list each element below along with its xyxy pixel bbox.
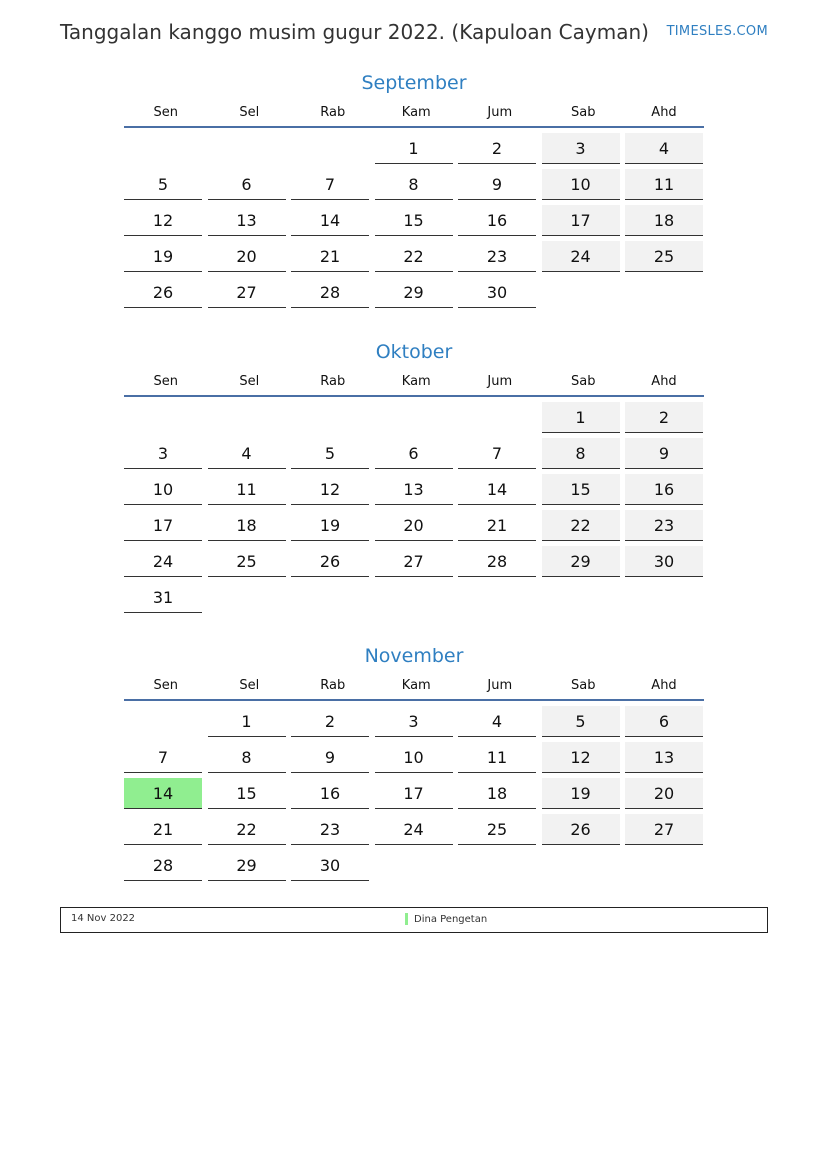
weekday-label: Kam [401, 678, 431, 693]
holiday-legend [405, 913, 487, 925]
day-cell[interactable]: 16 [625, 474, 703, 505]
day-cell[interactable]: 20 [208, 241, 286, 272]
day-cell[interactable]: 15 [208, 778, 286, 809]
day-cell[interactable]: 23 [625, 510, 703, 541]
month-november [124, 643, 704, 881]
weekday-label: Kam [401, 105, 431, 120]
footer-bar [60, 907, 768, 933]
day-cell[interactable]: 12 [542, 742, 620, 773]
weekday-header [124, 102, 704, 128]
day-cell[interactable]: 6 [625, 706, 703, 737]
day-cell[interactable]: 4 [208, 438, 286, 469]
day-cell[interactable]: 10 [124, 474, 202, 505]
day-cell[interactable]: 9 [458, 169, 536, 200]
day-cell[interactable]: 29 [208, 850, 286, 881]
day-cell[interactable]: 31 [124, 582, 202, 613]
weekday-label: Jum [487, 374, 513, 389]
weekday-header [124, 675, 704, 701]
weekday-label: Sab [571, 105, 596, 120]
day-cell[interactable]: 30 [458, 277, 536, 308]
month-september [124, 70, 704, 308]
empty-cell [375, 402, 453, 433]
day-cell[interactable]: 26 [542, 814, 620, 845]
month-title: November [364, 645, 464, 667]
weekday-label: Sel [239, 678, 260, 693]
day-cell[interactable]: 17 [124, 510, 202, 541]
day-cell[interactable]: 12 [291, 474, 369, 505]
day-cell[interactable]: 5 [291, 438, 369, 469]
day-cell[interactable]: 14 [291, 205, 369, 236]
day-cell[interactable]: 29 [375, 277, 453, 308]
weekday-label: Sen [153, 374, 178, 389]
empty-cell [208, 402, 286, 433]
day-cell[interactable]: 27 [208, 277, 286, 308]
day-cell[interactable]: 8 [542, 438, 620, 469]
page-title: Tanggalan kanggo musim gugur 2022. (Kapuloan Cayman) [60, 20, 649, 44]
empty-cell [208, 133, 286, 164]
day-cell[interactable]: 13 [208, 205, 286, 236]
weekday-label: Sab [571, 678, 596, 693]
month-title: September [361, 72, 467, 94]
day-cell[interactable]: 18 [458, 778, 536, 809]
day-cell[interactable]: 23 [458, 241, 536, 272]
day-cell[interactable]: 28 [124, 850, 202, 881]
day-cell[interactable]: 2 [458, 133, 536, 164]
month-title: Oktober [375, 341, 453, 363]
weekday-label: Sen [153, 105, 178, 120]
day-cell[interactable]: 7 [124, 742, 202, 773]
day-grid [124, 133, 704, 308]
site-link[interactable]: TIMESLES.COM [666, 24, 768, 39]
day-cell[interactable]: 21 [124, 814, 202, 845]
day-cell[interactable]: 4 [458, 706, 536, 737]
day-cell[interactable]: 24 [542, 241, 620, 272]
weekday-label: Ahd [651, 105, 677, 120]
day-cell[interactable]: 15 [375, 205, 453, 236]
legend-label: Dina Pengetan [414, 913, 488, 925]
legend-swatch [405, 913, 408, 925]
footer-date: 14 Nov 2022 [71, 913, 136, 924]
empty-cell [458, 402, 536, 433]
day-cell[interactable]: 1 [375, 133, 453, 164]
day-cell[interactable]: 18 [208, 510, 286, 541]
weekday-label: Sab [571, 374, 596, 389]
weekday-label: Rab [320, 374, 346, 389]
day-cell[interactable]: 13 [625, 742, 703, 773]
day-cell[interactable]: 10 [375, 742, 453, 773]
day-cell[interactable]: 12 [124, 205, 202, 236]
day-cell[interactable]: 16 [291, 778, 369, 809]
day-cell[interactable]: 30 [625, 546, 703, 577]
day-cell[interactable]: 26 [291, 546, 369, 577]
day-cell[interactable]: 8 [208, 742, 286, 773]
day-cell[interactable]: 8 [375, 169, 453, 200]
day-cell[interactable]: 21 [291, 241, 369, 272]
weekday-label: Kam [401, 374, 431, 389]
day-grid [124, 402, 704, 613]
day-cell[interactable]: 26 [124, 277, 202, 308]
day-cell[interactable]: 24 [375, 814, 453, 845]
day-cell[interactable]: 3 [542, 133, 620, 164]
weekday-label: Ahd [651, 374, 677, 389]
day-cell[interactable]: 25 [625, 241, 703, 272]
weekday-label: Rab [320, 105, 346, 120]
day-cell[interactable]: 7 [458, 438, 536, 469]
day-cell[interactable]: 5 [124, 169, 202, 200]
day-cell[interactable]: 17 [375, 778, 453, 809]
day-cell[interactable]: 20 [625, 778, 703, 809]
day-cell[interactable]: 11 [208, 474, 286, 505]
day-cell[interactable]: 2 [291, 706, 369, 737]
day-cell[interactable]: 29 [542, 546, 620, 577]
empty-cell [124, 402, 202, 433]
day-cell[interactable]: 16 [458, 205, 536, 236]
weekday-label: Sel [239, 105, 260, 120]
day-cell[interactable]: 25 [458, 814, 536, 845]
day-cell[interactable]: 22 [542, 510, 620, 541]
day-cell[interactable]: 19 [124, 241, 202, 272]
day-cell[interactable]: 2 [625, 402, 703, 433]
day-cell[interactable]: 6 [208, 169, 286, 200]
empty-cell [291, 133, 369, 164]
month-oktober [124, 339, 704, 613]
day-cell[interactable]: 3 [124, 438, 202, 469]
day-cell[interactable]: 25 [208, 546, 286, 577]
day-cell[interactable]: 19 [542, 778, 620, 809]
day-cell[interactable]: 3 [375, 706, 453, 737]
empty-cell [124, 133, 202, 164]
day-cell[interactable]: 21 [458, 510, 536, 541]
day-cell[interactable]: 19 [291, 510, 369, 541]
day-cell[interactable]: 24 [124, 546, 202, 577]
weekday-label: Jum [487, 678, 513, 693]
day-cell[interactable]: 9 [625, 438, 703, 469]
day-cell[interactable]: 10 [542, 169, 620, 200]
day-cell[interactable]: 22 [375, 241, 453, 272]
day-cell[interactable]: 11 [458, 742, 536, 773]
day-cell[interactable]: 20 [375, 510, 453, 541]
empty-cell [291, 402, 369, 433]
day-cell[interactable]: 27 [625, 814, 703, 845]
day-cell[interactable]: 14 [458, 474, 536, 505]
day-cell[interactable]: 23 [291, 814, 369, 845]
day-cell[interactable]: 7 [291, 169, 369, 200]
weekday-label: Rab [320, 678, 346, 693]
day-cell[interactable]: 17 [542, 205, 620, 236]
day-grid [124, 706, 704, 881]
day-cell[interactable]: 9 [291, 742, 369, 773]
day-cell[interactable]: 1 [542, 402, 620, 433]
weekday-label: Sen [153, 678, 178, 693]
weekday-label: Ahd [651, 678, 677, 693]
day-cell[interactable]: 11 [625, 169, 703, 200]
day-cell[interactable]: 28 [458, 546, 536, 577]
day-cell[interactable]: 18 [625, 205, 703, 236]
weekday-header [124, 371, 704, 397]
day-cell[interactable]: 22 [208, 814, 286, 845]
day-cell[interactable]: 30 [291, 850, 369, 881]
day-cell[interactable]: 15 [542, 474, 620, 505]
day-cell[interactable]: 13 [375, 474, 453, 505]
empty-cell [124, 706, 202, 737]
day-cell-today[interactable]: 14 [124, 778, 202, 809]
page-header [60, 20, 768, 46]
day-cell[interactable]: 27 [375, 546, 453, 577]
day-cell[interactable]: 6 [375, 438, 453, 469]
day-cell[interactable]: 1 [208, 706, 286, 737]
day-cell[interactable]: 28 [291, 277, 369, 308]
day-cell[interactable]: 4 [625, 133, 703, 164]
weekday-label: Sel [239, 374, 260, 389]
weekday-label: Jum [487, 105, 513, 120]
day-cell[interactable]: 5 [542, 706, 620, 737]
